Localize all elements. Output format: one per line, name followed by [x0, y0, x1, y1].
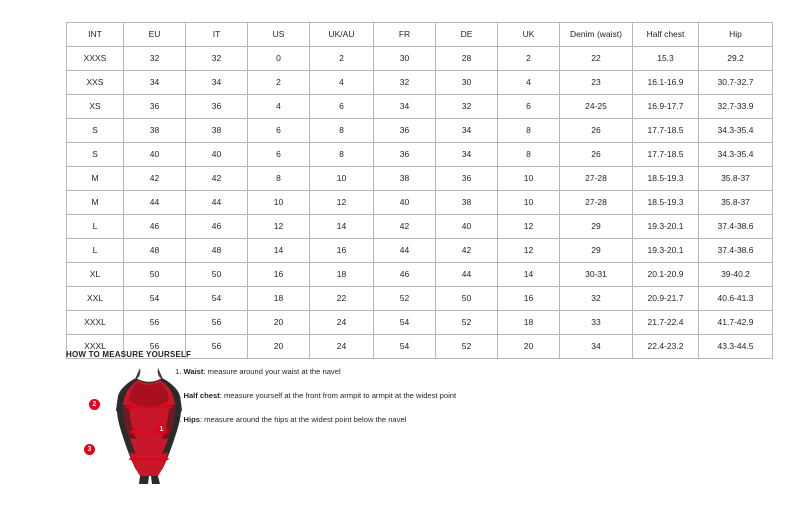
cell-half-chest: 15.3: [633, 47, 699, 71]
list-item: [175, 366, 595, 377]
cell-denim-waist: 29: [560, 215, 633, 239]
cell-hip: 32.7-33.9: [699, 95, 773, 119]
table-row: [67, 191, 773, 215]
cell-hip: 35.8-37: [699, 191, 773, 215]
cell-us: 14: [248, 239, 310, 263]
size-chart-table: [66, 22, 773, 359]
measure-item-number: 3.: [175, 415, 182, 424]
cell-denim-waist: 32: [560, 287, 633, 311]
cell-eu: 42: [124, 167, 186, 191]
cell-it: 44: [186, 191, 248, 215]
table-row: [67, 239, 773, 263]
cell-de: 28: [436, 47, 498, 71]
table-header-row: [67, 23, 773, 47]
table-row: [67, 167, 773, 191]
cell-half-chest: 18.5-19.3: [633, 167, 699, 191]
cell-eu: 48: [124, 239, 186, 263]
cell-fr: 44: [374, 239, 436, 263]
cell-denim-waist: 26: [560, 119, 633, 143]
cell-half-chest: 17.7-18.5: [633, 143, 699, 167]
cell-int: XXS: [67, 71, 124, 95]
cell-fr: 34: [374, 95, 436, 119]
cell-half-chest: 20.9-21.7: [633, 287, 699, 311]
cell-half-chest: 16.9-17.7: [633, 95, 699, 119]
cell-int: L: [67, 239, 124, 263]
cell-uk-au: 16: [310, 239, 374, 263]
cell-uk-au: 18: [310, 263, 374, 287]
cell-it: 46: [186, 215, 248, 239]
column-header-de: DE: [436, 23, 498, 47]
cell-uk: 10: [498, 167, 560, 191]
cell-uk: 20: [498, 335, 560, 359]
measure-instructions-list: [175, 366, 595, 438]
cell-int: XXXL: [67, 335, 124, 359]
cell-de: 50: [436, 287, 498, 311]
cell-fr: 54: [374, 311, 436, 335]
size-chart-container: [66, 22, 754, 359]
cell-fr: 30: [374, 47, 436, 71]
cell-hip: 37.4-38.6: [699, 239, 773, 263]
cell-us: 6: [248, 143, 310, 167]
cell-eu: 32: [124, 47, 186, 71]
cell-uk-au: 6: [310, 95, 374, 119]
figure-marker-3: 3: [84, 444, 95, 455]
cell-de: 42: [436, 239, 498, 263]
cell-de: 30: [436, 71, 498, 95]
cell-eu: 54: [124, 287, 186, 311]
cell-it: 32: [186, 47, 248, 71]
cell-us: 6: [248, 119, 310, 143]
cell-denim-waist: 33: [560, 311, 633, 335]
cell-us: 10: [248, 191, 310, 215]
cell-eu: 50: [124, 263, 186, 287]
cell-de: 40: [436, 215, 498, 239]
cell-fr: 46: [374, 263, 436, 287]
cell-fr: 36: [374, 143, 436, 167]
how-to-measure-title: HOW TO MEASURE YOURSELF: [66, 350, 192, 359]
figure-marker-1: 1: [156, 424, 167, 435]
cell-fr: 54: [374, 335, 436, 359]
cell-de: 52: [436, 335, 498, 359]
cell-int: L: [67, 215, 124, 239]
cell-denim-waist: 27-28: [560, 167, 633, 191]
table-row: [67, 71, 773, 95]
cell-us: 8: [248, 167, 310, 191]
column-header-us: US: [248, 23, 310, 47]
cell-denim-waist: 24-25: [560, 95, 633, 119]
cell-de: 34: [436, 143, 498, 167]
cell-uk: 6: [498, 95, 560, 119]
cell-denim-waist: 29: [560, 239, 633, 263]
cell-us: 0: [248, 47, 310, 71]
cell-hip: 34.3-35.4: [699, 143, 773, 167]
cell-uk: 12: [498, 215, 560, 239]
cell-fr: 40: [374, 191, 436, 215]
column-header-denim-waist: Denim (waist): [560, 23, 633, 47]
cell-hip: 41.7-42.9: [699, 311, 773, 335]
cell-hip: 39-40.2: [699, 263, 773, 287]
measure-item-term: Hips: [183, 415, 200, 424]
column-header-eu: EU: [124, 23, 186, 47]
cell-us: 20: [248, 335, 310, 359]
cell-half-chest: 20.1-20.9: [633, 263, 699, 287]
cell-uk: 10: [498, 191, 560, 215]
column-header-int: INT: [67, 23, 124, 47]
cell-it: 56: [186, 335, 248, 359]
cell-uk-au: 24: [310, 311, 374, 335]
cell-uk: 8: [498, 143, 560, 167]
cell-uk-au: 8: [310, 143, 374, 167]
cell-us: 4: [248, 95, 310, 119]
cell-uk: 14: [498, 263, 560, 287]
cell-eu: 38: [124, 119, 186, 143]
table-row: [67, 95, 773, 119]
table-row: [67, 119, 773, 143]
cell-int: M: [67, 191, 124, 215]
column-header-fr: FR: [374, 23, 436, 47]
cell-it: 56: [186, 311, 248, 335]
column-header-half-chest: Half chest: [633, 23, 699, 47]
cell-half-chest: 17.7-18.5: [633, 119, 699, 143]
cell-fr: 32: [374, 71, 436, 95]
cell-us: 18: [248, 287, 310, 311]
cell-eu: 36: [124, 95, 186, 119]
cell-uk: 2: [498, 47, 560, 71]
cell-denim-waist: 27-28: [560, 191, 633, 215]
cell-it: 42: [186, 167, 248, 191]
cell-uk: 16: [498, 287, 560, 311]
cell-fr: 36: [374, 119, 436, 143]
cell-denim-waist: 23: [560, 71, 633, 95]
cell-int: XXL: [67, 287, 124, 311]
cell-uk-au: 4: [310, 71, 374, 95]
cell-uk-au: 10: [310, 167, 374, 191]
cell-half-chest: 19.3-20.1: [633, 215, 699, 239]
table-row: [67, 47, 773, 71]
cell-de: 32: [436, 95, 498, 119]
cell-it: 54: [186, 287, 248, 311]
cell-int: XXXS: [67, 47, 124, 71]
cell-us: 16: [248, 263, 310, 287]
cell-int: XXXL: [67, 311, 124, 335]
cell-half-chest: 16.1-16.9: [633, 71, 699, 95]
cell-fr: 42: [374, 215, 436, 239]
cell-uk: 12: [498, 239, 560, 263]
measure-item-text: : measure yourself at the front from armpit to armpit at the widest point: [219, 391, 457, 400]
cell-hip: 37.4-38.6: [699, 215, 773, 239]
cell-eu: 56: [124, 335, 186, 359]
cell-uk-au: 14: [310, 215, 374, 239]
cell-us: 20: [248, 311, 310, 335]
cell-de: 38: [436, 191, 498, 215]
column-header-it: IT: [186, 23, 248, 47]
cell-hip: 35.8-37: [699, 167, 773, 191]
list-item: [175, 414, 595, 425]
cell-denim-waist: 22: [560, 47, 633, 71]
cell-uk-au: 22: [310, 287, 374, 311]
cell-de: 52: [436, 311, 498, 335]
cell-denim-waist: 30-31: [560, 263, 633, 287]
figure-marker-2: 2: [89, 399, 100, 410]
cell-uk-au: 24: [310, 335, 374, 359]
cell-it: 48: [186, 239, 248, 263]
cell-uk-au: 2: [310, 47, 374, 71]
cell-uk-au: 12: [310, 191, 374, 215]
cell-denim-waist: 34: [560, 335, 633, 359]
cell-de: 36: [436, 167, 498, 191]
table-row: [67, 311, 773, 335]
cell-eu: 56: [124, 311, 186, 335]
cell-int: XL: [67, 263, 124, 287]
measure-item-term: Half chest: [183, 391, 220, 400]
cell-hip: 30.7-32.7: [699, 71, 773, 95]
cell-int: M: [67, 167, 124, 191]
cell-de: 44: [436, 263, 498, 287]
cell-eu: 44: [124, 191, 186, 215]
measure-item-text: : measure around your waist at the navel: [203, 367, 341, 376]
measure-item-text: : measure around the hips at the widest point below the navel: [199, 415, 407, 424]
cell-int: XS: [67, 95, 124, 119]
cell-hip: 43.3-44.5: [699, 335, 773, 359]
cell-fr: 38: [374, 167, 436, 191]
column-header-hip: Hip: [699, 23, 773, 47]
cell-it: 40: [186, 143, 248, 167]
table-row: [67, 287, 773, 311]
cell-hip: 29.2: [699, 47, 773, 71]
column-header-uk-au: UK/AU: [310, 23, 374, 47]
list-item: [175, 390, 595, 401]
cell-eu: 34: [124, 71, 186, 95]
measure-item-term: Waist: [183, 367, 204, 376]
cell-hip: 34.3-35.4: [699, 119, 773, 143]
column-header-uk: UK: [498, 23, 560, 47]
cell-uk: 4: [498, 71, 560, 95]
cell-half-chest: 18.5-19.3: [633, 191, 699, 215]
table-row: [67, 143, 773, 167]
cell-int: S: [67, 143, 124, 167]
cell-half-chest: 22.4-23.2: [633, 335, 699, 359]
cell-denim-waist: 26: [560, 143, 633, 167]
cell-us: 12: [248, 215, 310, 239]
cell-uk: 18: [498, 311, 560, 335]
measure-item-number: 1.: [175, 367, 182, 376]
cell-it: 34: [186, 71, 248, 95]
cell-int: S: [67, 119, 124, 143]
cell-it: 50: [186, 263, 248, 287]
cell-uk: 8: [498, 119, 560, 143]
cell-fr: 52: [374, 287, 436, 311]
cell-it: 36: [186, 95, 248, 119]
cell-half-chest: 21.7-22.4: [633, 311, 699, 335]
table-row: [67, 215, 773, 239]
cell-de: 34: [436, 119, 498, 143]
measure-item-number: 2.: [175, 391, 182, 400]
cell-eu: 40: [124, 143, 186, 167]
cell-hip: 40.6-41.3: [699, 287, 773, 311]
cell-us: 2: [248, 71, 310, 95]
cell-half-chest: 19.3-20.1: [633, 239, 699, 263]
cell-eu: 46: [124, 215, 186, 239]
table-row: [67, 263, 773, 287]
cell-uk-au: 8: [310, 119, 374, 143]
cell-it: 38: [186, 119, 248, 143]
